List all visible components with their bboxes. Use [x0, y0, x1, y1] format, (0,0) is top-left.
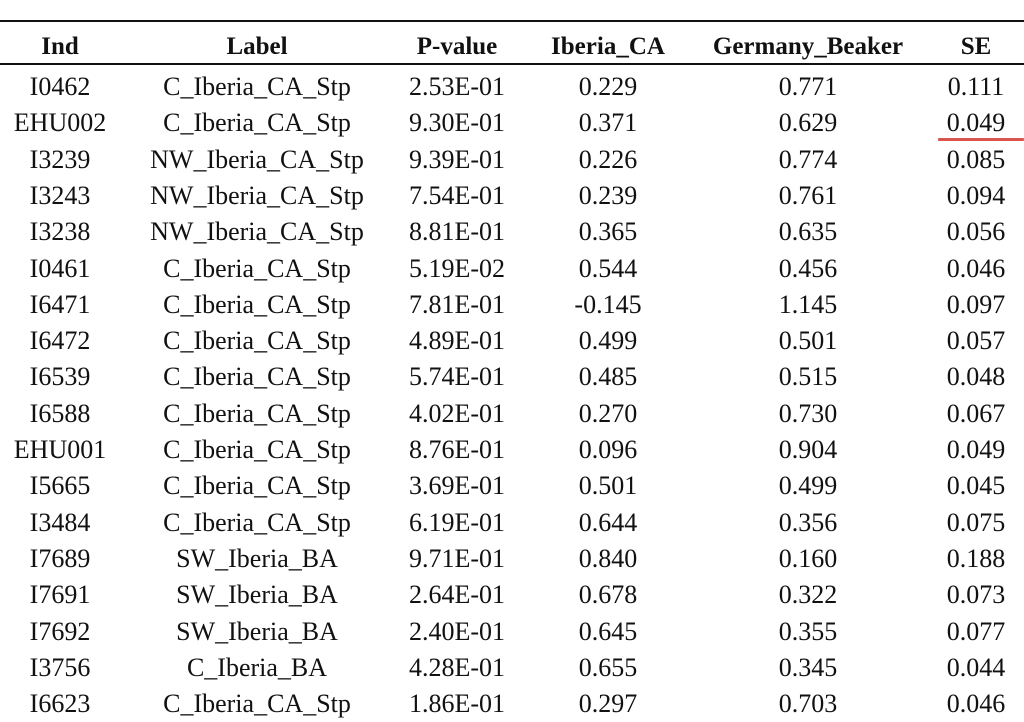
cell-label: C_Iberia_CA_Stp	[163, 435, 351, 464]
cell-germany-beaker: 0.345	[778, 652, 838, 682]
cell-label: SW_Iberia_BA	[176, 543, 338, 573]
cell-p-value: 4.89E-01	[408, 326, 506, 356]
cell-ind: I6623	[29, 689, 91, 719]
cell-iberia-ca: 0.270	[578, 398, 638, 428]
cell-se: 0.045	[946, 471, 1006, 501]
table-row	[0, 396, 1024, 432]
cell-iberia-ca: 0.678	[578, 580, 638, 610]
cell-iberia-ca: 0.840	[578, 543, 638, 573]
cell-ind: I0461	[29, 253, 91, 283]
cell-p-value: 3.69E-01	[408, 471, 506, 501]
cell-p-value: 2.53E-01	[408, 72, 506, 101]
table-row	[0, 432, 1024, 468]
table-row	[0, 359, 1024, 395]
cell-ind: EHU002	[13, 108, 107, 138]
cell-iberia-ca: 0.229	[578, 72, 638, 101]
cell-iberia-ca: 0.544	[578, 253, 638, 283]
cell-germany-beaker: 0.456	[778, 253, 838, 283]
cell-ind: I3239	[29, 144, 91, 174]
cell-p-value: 2.40E-01	[408, 616, 506, 646]
cell-germany-beaker: 1.145	[778, 289, 838, 319]
table-row	[0, 468, 1024, 504]
cell-germany-beaker: 0.730	[778, 398, 838, 428]
cell-germany-beaker: 0.356	[778, 507, 838, 537]
table-row	[0, 323, 1024, 359]
cell-ind: EHU001	[13, 435, 107, 464]
cell-p-value: 4.02E-01	[408, 398, 506, 428]
header-iberia-ca: Iberia_CA	[551, 33, 665, 60]
cell-se: 0.049	[946, 435, 1006, 464]
cell-iberia-ca: -0.145	[574, 289, 642, 319]
cell-germany-beaker: 0.774	[778, 144, 838, 174]
cell-label: NW_Iberia_CA_Stp	[150, 217, 364, 247]
cell-ind: I6539	[29, 362, 91, 392]
cell-p-value: 5.74E-01	[408, 362, 506, 392]
cell-ind: I3238	[29, 217, 91, 247]
cell-germany-beaker: 0.501	[778, 326, 838, 356]
cell-se: 0.067	[946, 398, 1006, 428]
cell-p-value: 8.76E-01	[408, 435, 506, 464]
cell-p-value: 4.28E-01	[408, 652, 506, 682]
header-se: SE	[960, 33, 992, 60]
cell-germany-beaker: 0.703	[778, 689, 838, 719]
table-row	[0, 178, 1024, 214]
cell-ind: I3243	[29, 180, 91, 210]
cell-se: 0.188	[946, 543, 1006, 573]
cell-label: C_Iberia_BA	[186, 652, 328, 682]
table-row	[0, 251, 1024, 287]
cell-iberia-ca: 0.365	[578, 217, 638, 247]
cell-se: 0.097	[946, 289, 1006, 319]
cell-se: 0.077	[946, 616, 1006, 646]
cell-iberia-ca: 0.096	[578, 435, 638, 464]
cell-p-value: 6.19E-01	[408, 507, 506, 537]
cell-iberia-ca: 0.226	[578, 144, 638, 174]
table-row	[0, 214, 1024, 250]
cell-label: C_Iberia_CA_Stp	[163, 398, 351, 428]
cell-label: C_Iberia_CA_Stp	[163, 689, 351, 719]
table-top-rule	[0, 20, 1024, 22]
cell-iberia-ca: 0.297	[578, 689, 638, 719]
cell-iberia-ca: 0.644	[578, 507, 638, 537]
cell-label: SW_Iberia_BA	[176, 616, 338, 646]
cell-iberia-ca: 0.371	[578, 108, 638, 138]
table-row	[0, 142, 1024, 178]
cell-ind: I5665	[29, 471, 91, 501]
cell-se: 0.044	[946, 652, 1006, 682]
cell-iberia-ca: 0.499	[578, 326, 638, 356]
table-row	[0, 577, 1024, 613]
cell-se: 0.111	[947, 72, 1005, 101]
cell-se: 0.046	[946, 689, 1006, 719]
cell-label: C_Iberia_CA_Stp	[163, 471, 351, 501]
cell-se: 0.094	[946, 180, 1006, 210]
cell-p-value: 8.81E-01	[408, 217, 506, 247]
table-row	[0, 614, 1024, 650]
cell-iberia-ca: 0.645	[578, 616, 638, 646]
cell-p-value: 7.54E-01	[408, 180, 506, 210]
header-germany-beaker: Germany_Beaker	[712, 33, 904, 60]
header-p-value: P-value	[416, 33, 498, 60]
cell-germany-beaker: 0.771	[778, 72, 838, 101]
cell-label: C_Iberia_CA_Stp	[163, 507, 351, 537]
cell-se: 0.075	[946, 507, 1006, 537]
header-ind: Ind	[41, 33, 79, 60]
cell-se: 0.056	[946, 217, 1006, 247]
cell-iberia-ca: 0.239	[578, 180, 638, 210]
table-row	[0, 287, 1024, 323]
cell-germany-beaker: 0.322	[778, 580, 838, 610]
cell-label: C_Iberia_CA_Stp	[163, 362, 351, 392]
cell-se: 0.073	[946, 580, 1006, 610]
cell-germany-beaker: 0.761	[778, 180, 838, 210]
cell-label: C_Iberia_CA_Stp	[163, 326, 351, 356]
cell-p-value: 1.86E-01	[408, 689, 506, 719]
cell-ind: I7692	[29, 616, 91, 646]
table-header-row	[0, 29, 1024, 65]
cell-p-value: 5.19E-02	[408, 253, 506, 283]
cell-label: C_Iberia_CA_Stp	[163, 72, 351, 101]
cell-p-value: 9.71E-01	[408, 543, 506, 573]
cell-germany-beaker: 0.904	[778, 435, 838, 464]
cell-p-value: 7.81E-01	[408, 289, 506, 319]
cell-ind: I3756	[29, 652, 91, 682]
cell-ind: I6471	[29, 289, 91, 319]
cell-germany-beaker: 0.355	[778, 616, 838, 646]
cell-germany-beaker: 0.635	[778, 217, 838, 247]
cell-se: 0.049	[946, 108, 1006, 138]
cell-iberia-ca: 0.655	[578, 652, 638, 682]
cell-ind: I7689	[29, 543, 91, 573]
cell-iberia-ca: 0.485	[578, 362, 638, 392]
cell-germany-beaker: 0.629	[778, 108, 838, 138]
cell-label: C_Iberia_CA_Stp	[163, 253, 351, 283]
cell-p-value: 9.39E-01	[408, 144, 506, 174]
cell-se: 0.048	[946, 362, 1006, 392]
cell-germany-beaker: 0.160	[778, 543, 838, 573]
header-label: Label	[226, 33, 288, 60]
table-row	[0, 505, 1024, 541]
table-row	[0, 650, 1024, 686]
cell-p-value: 2.64E-01	[408, 580, 506, 610]
table-row	[0, 541, 1024, 577]
cell-label: SW_Iberia_BA	[176, 580, 338, 610]
table-row	[0, 69, 1024, 105]
cell-ind: I6588	[29, 398, 91, 428]
cell-ind: I3484	[29, 507, 91, 537]
cell-label: NW_Iberia_CA_Stp	[150, 144, 364, 174]
cell-se: 0.046	[946, 253, 1006, 283]
cell-se: 0.057	[946, 326, 1006, 356]
cell-label: C_Iberia_CA_Stp	[163, 289, 351, 319]
cell-label: C_Iberia_CA_Stp	[163, 108, 351, 138]
cell-p-value: 9.30E-01	[408, 108, 506, 138]
cell-se: 0.085	[946, 144, 1006, 174]
cell-germany-beaker: 0.499	[778, 471, 838, 501]
table-row	[0, 686, 1024, 722]
annotation-underline	[938, 138, 1024, 141]
cell-iberia-ca: 0.501	[578, 471, 638, 501]
cell-label: NW_Iberia_CA_Stp	[150, 180, 364, 210]
cell-ind: I0462	[29, 72, 91, 101]
table-row	[0, 105, 1024, 141]
cell-ind: I7691	[29, 580, 91, 610]
cell-germany-beaker: 0.515	[778, 362, 838, 392]
cell-ind: I6472	[29, 326, 91, 356]
table-header-rule	[0, 63, 1024, 65]
